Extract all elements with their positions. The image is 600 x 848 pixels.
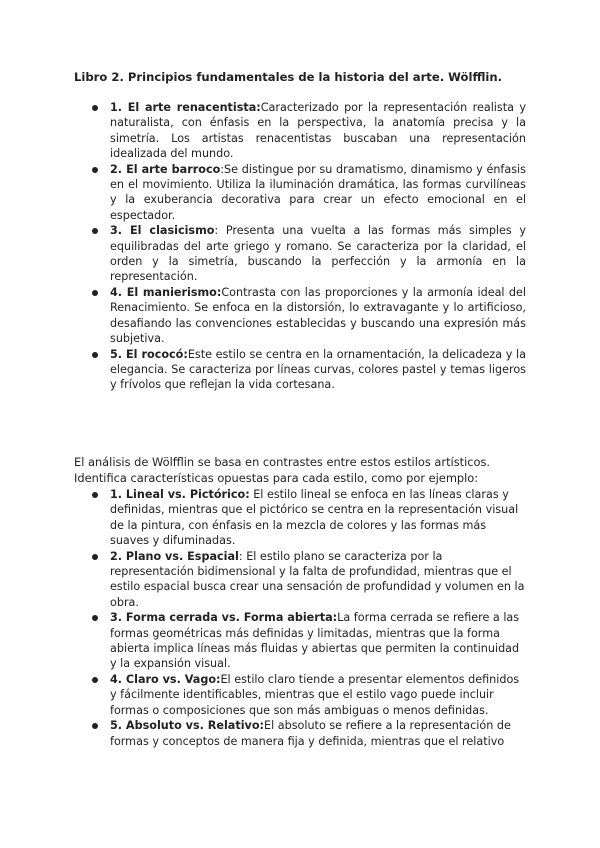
bullet-icon — [92, 492, 98, 498]
list-item — [0, 100, 600, 162]
list-item-body — [110, 285, 526, 347]
list-item-text: : El estilo plano se caracteriza por la representación bidimensional y la falta de profundidad, mientras que el estilo espacial busca crear una sensación de profundidad y volumen en la obra. — [110, 549, 525, 609]
bullet-icon — [92, 105, 98, 111]
list-item-title: 1. Lineal vs. Pictórico: — [110, 488, 250, 501]
list-item-body — [110, 223, 526, 285]
list-item-title: 5. Absoluto vs. Relativo: — [110, 719, 264, 733]
list-item — [0, 610, 600, 672]
bullet-icon — [92, 352, 98, 358]
list-item-text: :Se distingue por su dramatismo, dinamismo y énfasis en el movimiento. Utiliza la iluminación dramática, las formas curvilíneas y la exuberancia decorativa para crear un efecto emocional en el espectador. — [110, 162, 526, 222]
list-item-body — [110, 718, 526, 749]
list-item-title: 1. El arte renacentista: — [110, 101, 261, 114]
document-title: Libro 2. Principios fundamentales de la historia del arte. Wölfflin. — [74, 70, 503, 84]
bullet-icon — [92, 228, 98, 234]
list-item-title: 4. Claro vs. Vago: — [110, 672, 221, 686]
list-item-title: 5. El rococó: — [110, 347, 188, 361]
list-item-body — [110, 100, 526, 162]
list-item-body — [110, 162, 526, 224]
intro-paragraph: El análisis de Wölfflin se basa en contrastes entre estos estilos artísticos. Identifica características opuestas para cada estilo, como por ejemplo: — [74, 455, 491, 485]
list-item-title: 4. El manierismo: — [110, 285, 222, 299]
styles-list — [0, 100, 600, 393]
list-item — [0, 285, 600, 347]
list-item-body — [110, 347, 526, 393]
list-item — [0, 347, 600, 393]
list-item-text: Caracterizado por la representación realista y naturalista, con énfasis en la perspectiva, la anatomía precisa y la simetría. Los artistas renacentistas buscaban una representación idealizada del mundo. — [110, 101, 526, 161]
list-item-text: La forma cerrada se refiere a las formas geométricas más definidas y limitadas, mientras que la forma abierta implica líneas más fluidas y abiertas que permiten la continuidad y la expansión visual. — [110, 611, 520, 671]
list-item-text: Contrasta con las proporciones y la armonía ideal del Renacimiento. Se enfoca en la distorsión, lo extravagante y lo artificioso, desafiando las convenciones establecidas y buscando una expresión más subjetiva. — [110, 285, 526, 346]
list-item-title: 2. El arte barroco — [110, 162, 221, 176]
list-item — [0, 162, 600, 224]
list-item — [0, 549, 600, 611]
list-item — [0, 718, 600, 749]
list-item-body — [110, 487, 526, 549]
bullet-icon — [92, 167, 98, 173]
list-item-text: El estilo claro tiende a presentar elementos definidos y fácilmente identificables, mientras que el estilo vago puede incluir formas o composiciones que son más ambiguas o menos definidas. — [110, 672, 520, 717]
bullet-icon — [92, 554, 98, 560]
list-item-body — [110, 549, 526, 611]
bullet-icon — [92, 677, 98, 683]
contrasts-list — [0, 487, 600, 749]
list-item-text: El absoluto se refiere a la representación de formas y conceptos de manera fija y definida, mientras que el relativo — [110, 719, 511, 748]
list-item — [0, 223, 600, 285]
list-item-body — [110, 610, 526, 672]
list-item-text: : Presenta una vuelta a las formas más simples y equilibradas del arte griego y romano. Se caracteriza por la claridad, el orden y la simetría, buscando la perfección y la armonía en la representación. — [110, 224, 526, 284]
list-item — [0, 672, 600, 718]
bullet-icon — [92, 615, 98, 621]
bullet-icon — [92, 290, 98, 296]
list-item-title: 2. Plano vs. Espacial — [110, 549, 239, 563]
list-item-title: 3. El clasicismo — [110, 224, 215, 238]
list-item — [0, 487, 600, 549]
list-item-text: Este estilo se centra en la ornamentación, la delicadeza y la elegancia. Se caracteriza por líneas curvas, colores pastel y temas ligeros y frívolos que reflejan la vida cortesana. — [110, 347, 526, 392]
list-item-text: El estilo lineal se enfoca en las líneas claras y definidas, mientras que el pictórico se centra en la representación visual de la pintura, con énfasis en la mezcla de colores y las formas más suaves y difuminadas. — [110, 488, 519, 548]
list-item-body — [110, 672, 526, 718]
list-item-title: 3. Forma cerrada vs. Forma abierta: — [110, 611, 338, 625]
bullet-icon — [92, 723, 98, 729]
